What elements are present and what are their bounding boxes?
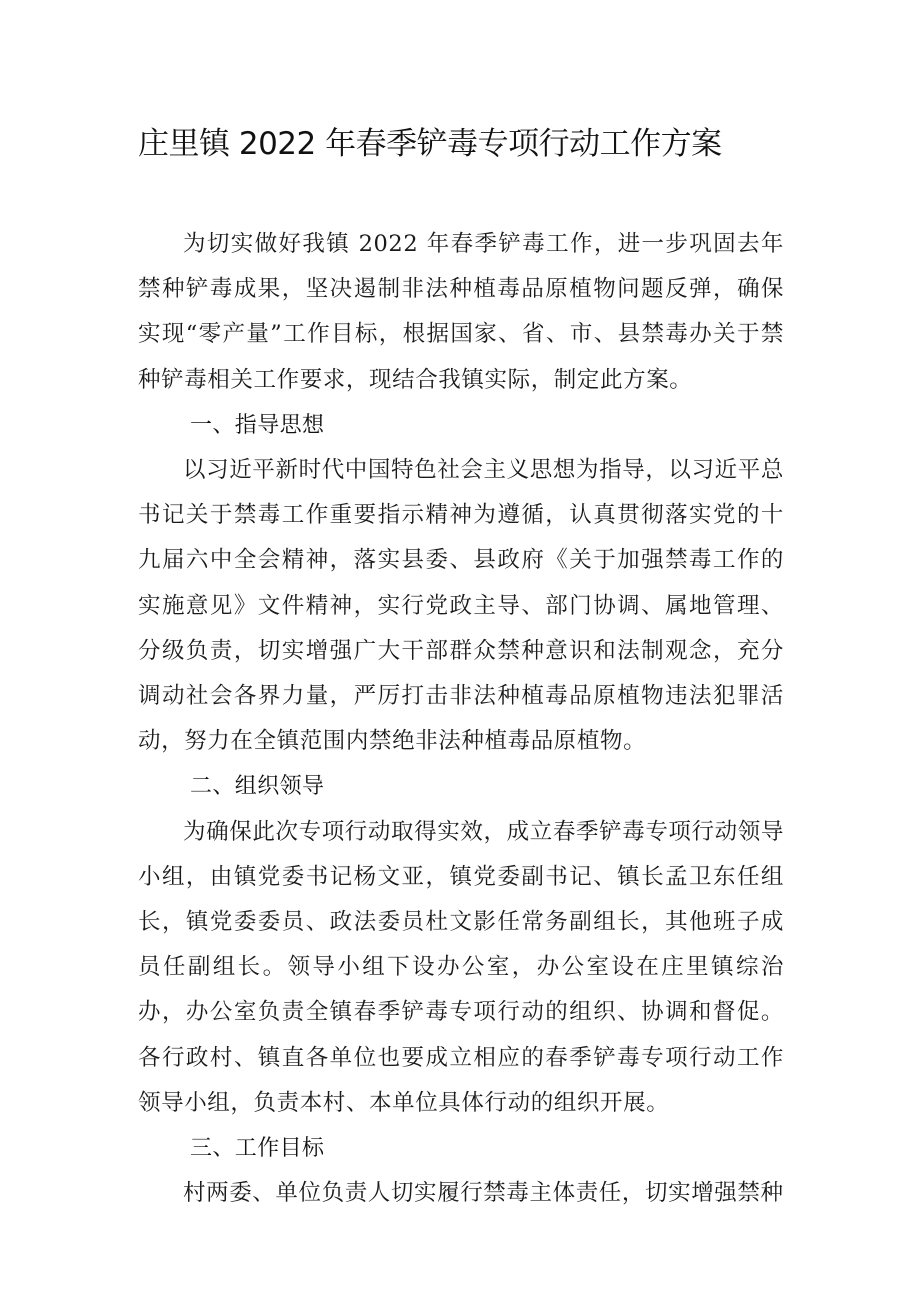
section-heading-guiding-ideology: 一、指导思想	[190, 412, 325, 438]
section-heading-organization-leadership: 二、组织领导	[190, 774, 325, 800]
section-heading-work-goals: 三、工作目标	[190, 1136, 325, 1162]
section-paragraph-organization-leadership: 为确保此次专项行动取得实效，成立春季铲毒专项行动领导小组，由镇党委书记杨文亚，镇党委副书记、镇长孟卫东任组长，镇党委委员、政法委员杜文影任常务副组长，其他班子成员任副组长。领导小组下设办公室，办公室设在庄里镇综治办，办公室负责全镇春季铲毒专项行动的组织、协调和督促。各行政村、镇直各单位也要成立相应的春季铲毒专项行动工作领导小组，负责本村、本单位具体行动的组织开展。	[138, 818, 784, 1116]
section-paragraph-guiding-ideology: 以习近平新时代中国特色社会主义思想为指导，以习近平总书记关于禁毒工作重要指示精神为遵循，认真贯彻落实党的十九届六中全会精神，落实县委、县政府《关于加强禁毒工作的实施意见》文件精神，实行党政主导、部门协调、属地管理、分级负责，切实增强广大干部群众禁种意识和法制观念，充分调动社会各界力量，严厉打击非法种植毒品原植物违法犯罪活动，努力在全镇范围内禁绝非法种植毒品原植物。	[138, 457, 784, 755]
section-paragraph-work-goals: 村两委、单位负责人切实履行禁毒主体责任，切实增强禁种	[183, 1180, 784, 1207]
document-title: 庄里镇 2022 年春季铲毒专项行动工作方案	[138, 126, 722, 162]
document-body	[138, 222, 784, 1216]
intro-paragraph: 为切实做好我镇 2022 年春季铲毒工作，进一步巩固去年禁种铲毒成果，坚决遏制非法种植毒品原植物问题反弹，确保实现“零产量”工作目标，根据国家、省、市、县禁毒办关于禁种铲毒相关工作要求，现结合我镇实际，制定此方案。	[138, 231, 784, 393]
